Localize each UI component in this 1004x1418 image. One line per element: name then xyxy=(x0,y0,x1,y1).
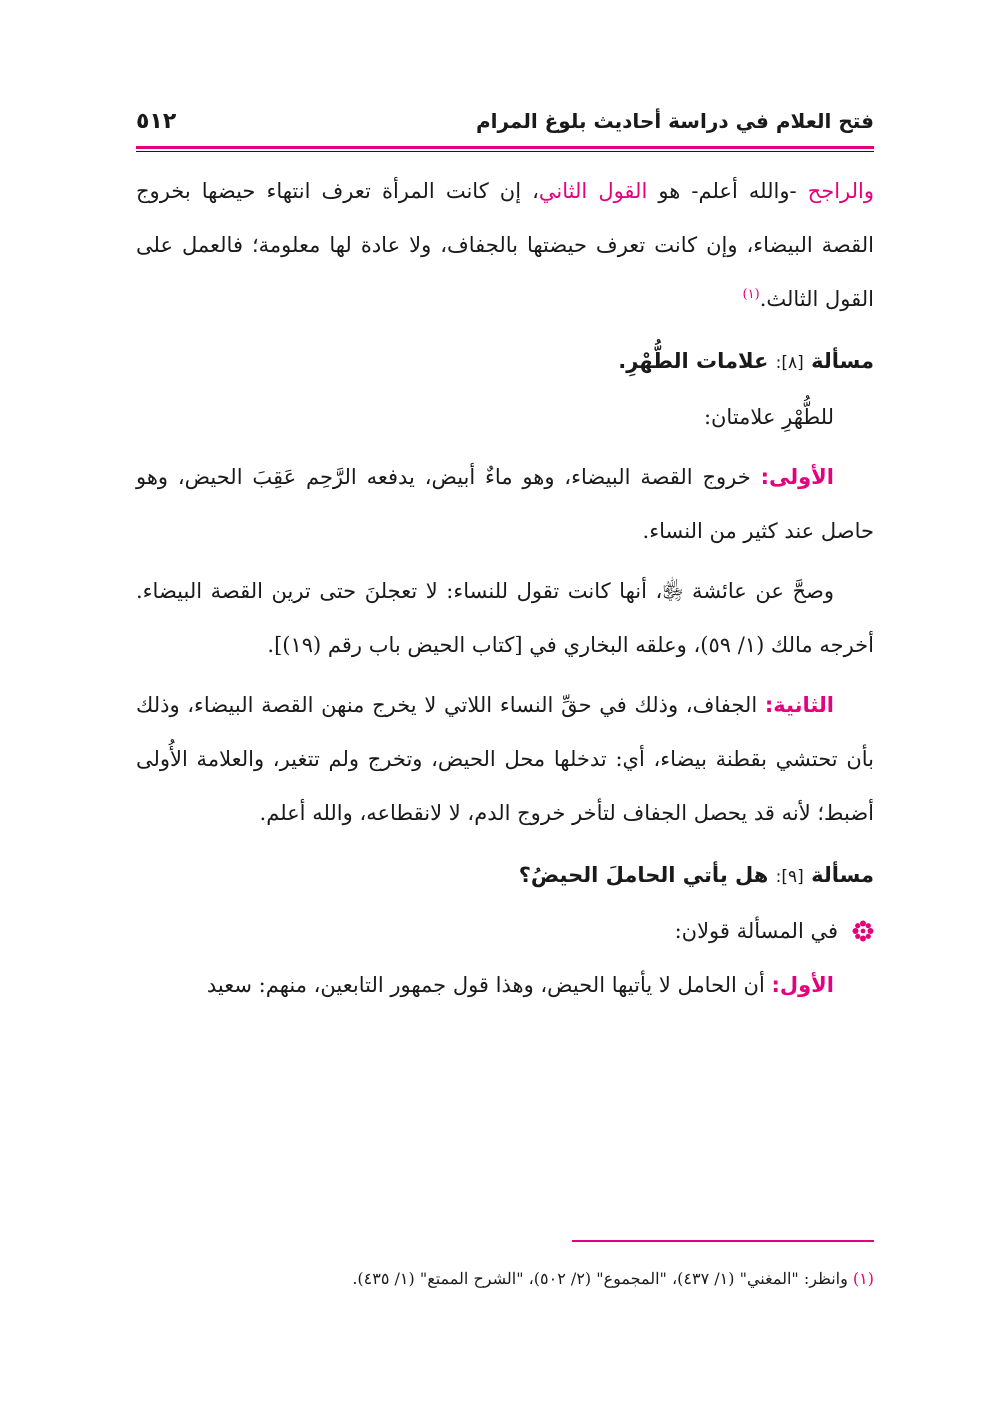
footnote-separator xyxy=(572,1240,874,1242)
preferred-text-1: -والله أعلم- هو xyxy=(647,179,808,203)
page-content xyxy=(136,96,874,1012)
aisha-text: وصحَّ عن عائشة ﵂، أنها كانت تقول للنساء: لا تعجلنَ حتى ترين القصة البيضاء. أخرجه مالك (١/ ٥٩)، وعلقه البخاري في [كتاب الحيض باب رقم (١٩)]. xyxy=(136,579,874,657)
two-opinions-text: في المسألة قولان: xyxy=(674,919,838,943)
first-opinion-label: الأول: xyxy=(771,973,834,997)
footnote-text: وانظر: "المغني" (١/ ٤٣٧)، "المجموع" (٢/ ٥٠٢)، "الشرح الممتع" (١/ ٤٣٥). xyxy=(352,1269,853,1288)
first-sign-text: خروج القصة البيضاء، وهو ماءٌ أبيض، يدفعه الرَّحِم عَقِبَ الحيض، وهو حاصل عند كثير من النساء. xyxy=(136,465,874,543)
issue-number: [٩]: xyxy=(775,867,804,887)
header-rule-accent xyxy=(136,146,874,149)
flower-icon xyxy=(852,920,874,942)
signs-intro: للطُّهْرِ علامتان: xyxy=(703,405,834,429)
second-opinion-highlight: القول الثاني xyxy=(538,179,648,203)
aisha-paragraph xyxy=(136,564,874,672)
running-header xyxy=(136,96,874,146)
preferred-text-2: ، إن كانت المرأة تعرف انتهاء حيضها بخروج القصة البيضاء، وإن كانت تعرف حيضتها بالجفاف، ولا عادة لها معلومة؛ فالعمل على القول الثالث. xyxy=(136,179,874,311)
page-number: ٥١٢ xyxy=(136,108,177,134)
issue-9-heading xyxy=(136,848,874,904)
issue-title: علامات الطُّهْرِ. xyxy=(618,349,769,373)
footnote xyxy=(134,1266,874,1292)
issue-title: هل يأتي الحاملَ الحيضُ؟ xyxy=(518,863,769,887)
first-opinion-paragraph xyxy=(136,958,874,1012)
issue-8-heading xyxy=(136,334,874,390)
issue-number: [٨]: xyxy=(775,353,804,373)
book-title: فتح العلام في دراسة أحاديث بلوغ المرام xyxy=(475,109,874,133)
first-sign-paragraph xyxy=(136,450,874,558)
second-sign-text: الجفاف، وذلك في حقِّ النساء اللاتي لا يخرج منهن القصة البيضاء، وذلك بأن تحتشي بقطنة بيضاء، أي: تدخلها محل الحيض، وتخرج ولم تتغير، والعلامة الأُولى أضبط؛ لأنه قد يحصل الجفاف لتأخر خروج الدم، لا لانقطاعه، والله أعلم. xyxy=(136,693,874,825)
footnote-reference[interactable]: (١) xyxy=(742,287,760,302)
paragraph-preferred-opinion xyxy=(136,164,874,326)
second-sign-paragraph xyxy=(136,678,874,840)
first-sign-label: الأولى: xyxy=(760,465,834,489)
second-sign-label: الثانية: xyxy=(764,693,834,717)
two-opinions-line xyxy=(136,904,874,958)
first-opinion-text: أن الحامل لا يأتيها الحيض، وهذا قول جمهور التابعين، منهم: سعيد xyxy=(206,973,772,997)
header-rule-thin xyxy=(136,151,874,152)
footnote-number: (١) xyxy=(852,1269,874,1288)
preferred-label: والراجح xyxy=(807,179,874,203)
issue-label: مسألة xyxy=(811,863,874,887)
issue-label: مسألة xyxy=(811,349,874,373)
